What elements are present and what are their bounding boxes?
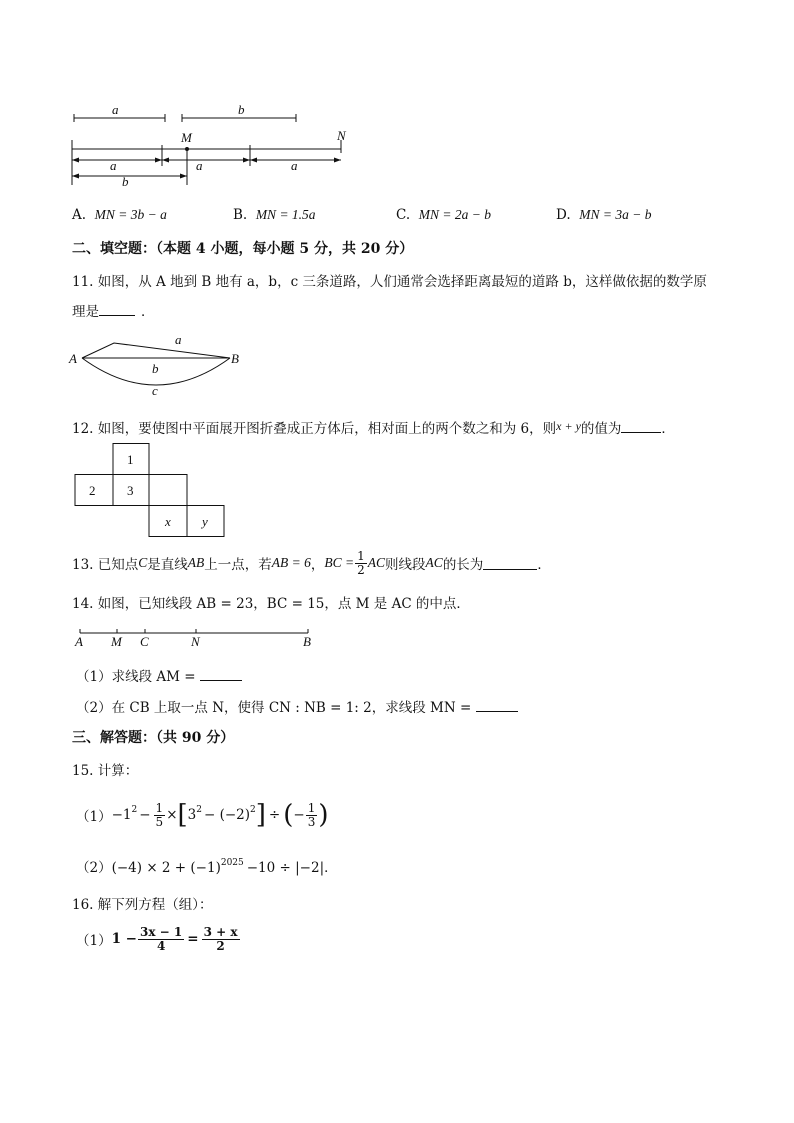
q14-point-b: B	[303, 634, 311, 649]
q16-fraction-1: $\frac{3x - 1}{4}$	[140, 924, 183, 953]
q12-cell-1: 1	[127, 452, 134, 467]
q15-sub1: （1） −1 $^2$ − $\frac{1}{5}$ × [ 3 $^2$ − (−2) $^2$ ] ÷ ( − $\frac{1}{3}$ )	[76, 800, 329, 830]
q10-seg-b: b	[122, 174, 129, 189]
q14-sub2: （2）在 CB 上取一点 N，使得 CN : NB = 1: 2，求线段 MN =	[76, 696, 518, 716]
q10-label-a: a	[112, 102, 119, 117]
q12-blank	[621, 420, 661, 433]
q11-diagram	[68, 330, 248, 400]
q10-seg3: a	[291, 158, 298, 173]
q15-title: 15. 计算：	[72, 763, 139, 779]
q12-cube-net	[74, 443, 226, 539]
q14-blank-1	[200, 668, 242, 681]
q13-blank	[483, 557, 537, 570]
q16-title: 16. 解下列方程（组）：	[72, 897, 213, 913]
q14-point-n: N	[191, 634, 200, 649]
q15-sub2: $(2)(-4) \times 2 + (-1)^{2025} -10 \div |-2|$．	[76, 858, 338, 876]
q10-seg1: a	[110, 158, 117, 173]
section2-title: 二、填空题：（本题 4 小题，每小题 5 分，共 20 分）	[72, 241, 414, 257]
q10-label-m: M	[181, 130, 192, 145]
q10-option-a: A. MN = 3b − a	[72, 207, 167, 223]
q14-sub1: （1）求线段 AM =	[76, 665, 242, 685]
q10-label-b: b	[238, 102, 245, 117]
q11-road-c: c	[152, 383, 158, 398]
q16-fraction-2: $\frac{3 + x}{2}$	[203, 924, 238, 953]
q12-cell-2: 2	[89, 483, 96, 498]
q12-cell-3: 3	[127, 483, 134, 498]
q11-label-b-point: B	[231, 351, 239, 366]
q10-seg2: a	[196, 158, 203, 173]
q14-point-m: M	[111, 634, 122, 649]
q16-sub1: （1） 1 − $\frac{3x - 1}{4}$ = $\frac{3 + x}{2}$	[76, 924, 238, 953]
q14-blank-2	[476, 699, 518, 712]
q14-intro: 14. 如图，已知线段 AB = 23，BC = 15，点 M 是 AC 的中点．	[72, 596, 470, 612]
section3-title: 三、解答题：（共 90 分）	[72, 730, 235, 746]
q10-label-n: N	[337, 128, 346, 143]
q14-point-a: A	[75, 634, 83, 649]
q12-text: 12. 如图，要使图中平面展开图折叠成正方体后，相对面上的两个数之和为 6，则x + y的值为 ．	[72, 419, 675, 437]
q11-line2: 理是 ．	[72, 304, 155, 320]
q11-line1: 11. 如图，从 A 地到 B 地有 a，b，c 三条道路，人们通常会选择距离最短的道路 b，这样做依据的数学原	[72, 274, 707, 290]
q11-road-a: a	[175, 332, 182, 347]
q15-fraction-1: $\frac{1}{5}$	[155, 800, 164, 829]
q12-cell-y: y	[202, 514, 208, 529]
q10-option-d: D. MN = 3a − b	[556, 207, 652, 223]
q10-option-b: B. MN = 1.5a	[233, 207, 316, 223]
q14-point-c: C	[140, 634, 149, 649]
q10-diagram	[60, 100, 360, 195]
q13-fraction: $\frac{1}{2}$	[357, 548, 365, 577]
q11-blank	[99, 303, 135, 316]
q14-diagram	[72, 622, 322, 652]
q10-option-c: C. MN = 2a − b	[396, 207, 491, 223]
q11-road-b: b	[152, 361, 159, 376]
q13-text: 13. 已知点 C 是直线 AB 上一点，若 AB = 6 ， BC = $\frac{1}{2}$ AC 则线段 AC 的长为 ．	[72, 548, 551, 577]
q12-cell-x: x	[165, 514, 171, 529]
q15-fraction-2: $\frac{1}{3}$	[307, 800, 316, 829]
q11-label-a-point: A	[69, 351, 77, 366]
